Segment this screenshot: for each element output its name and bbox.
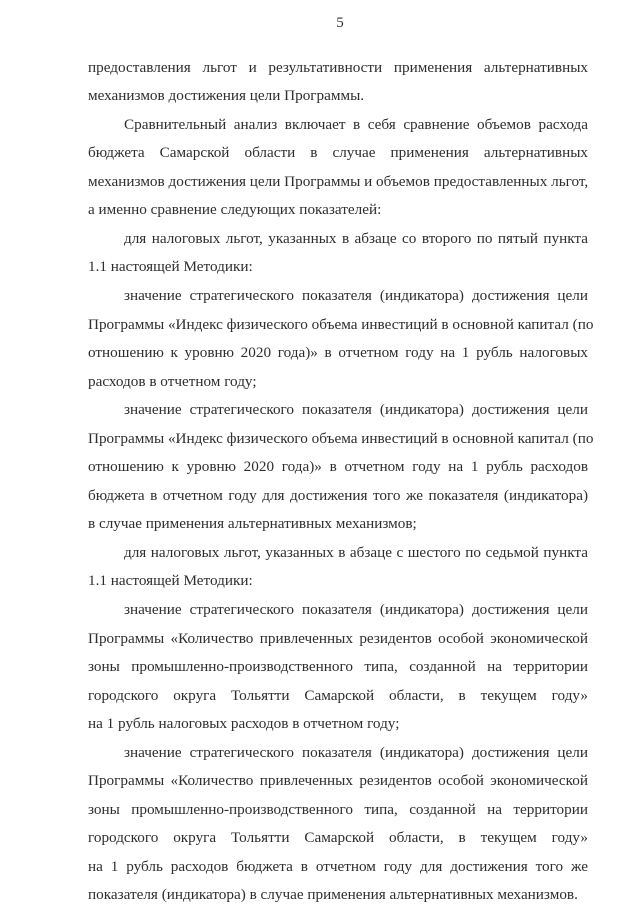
text-line: бюджета в отчетном году для достижения того же показателя (индикатора) [88, 487, 588, 504]
text-line: для налоговых льгот, указанных в абзаце с шестого по седьмой пункта [124, 544, 588, 561]
text-line: Программы «Количество привлеченных резидентов особой экономической [88, 772, 588, 789]
text-line: механизмов достижения цели Программы. [88, 87, 365, 104]
text-line: значение стратегического показателя (индикатора) достижения цели [124, 601, 588, 618]
text-line: городского округа Тольятти Самарской области, в текущем году» [88, 829, 588, 846]
text-line: для налоговых льгот, указанных в абзаце со второго по пятый пункта [124, 230, 588, 247]
text-line: зоны промышленно-производственного типа, созданной на территории [88, 801, 588, 818]
text-line: на 1 рубль налоговых расходов в отчетном году; [88, 715, 400, 732]
text-line: значение стратегического показателя (индикатора) достижения цели [124, 744, 588, 761]
text-line: городского округа Тольятти Самарской области, в текущем году» [88, 687, 588, 704]
page-number: 5 [336, 15, 344, 31]
text-line: 1.1 настоящей Методики: [88, 572, 253, 589]
text-line: Сравнительный анализ включает в себя сравнение объемов расхода [124, 116, 588, 133]
text-line: механизмов достижения цели Программы и объемов предоставленных льгот, [88, 173, 589, 190]
text-line: Программы «Индекс физического объема инвестиций в основной капитал (по [88, 430, 594, 447]
text-line: отношению к уровню 2020 года)» в отчетном году на 1 рубль налоговых [88, 344, 588, 361]
text-line: Программы «Количество привлеченных резидентов особой экономической [88, 630, 588, 647]
text-line: показателя (индикатора) в случае применения альтернативных механизмов. [88, 886, 578, 903]
text-line: Программы «Индекс физического объема инвестиций в основной капитал (по [88, 316, 594, 333]
text-line: 1.1 настоящей Методики: [88, 258, 253, 275]
text-line: расходов в отчетном году; [88, 373, 257, 390]
text-line: значение стратегического показателя (индикатора) достижения цели [124, 401, 588, 418]
text-line: а именно сравнение следующих показателей: [88, 201, 382, 218]
text-line: зоны промышленно-производственного типа, созданной на территории [88, 658, 588, 675]
text-line: в случае применения альтернативных механизмов; [88, 515, 417, 532]
text-line: на 1 рубль расходов бюджета в отчетном году для достижения того же [88, 858, 588, 875]
text-line: отношению к уровню 2020 года)» в отчетном году на 1 рубль расходов [88, 458, 588, 475]
text-line: значение стратегического показателя (индикатора) достижения цели [124, 287, 588, 304]
text-line: бюджета Самарской области в случае применения альтернативных [88, 144, 588, 161]
text-line: предоставления льгот и результативности применения альтернативных [88, 59, 588, 76]
